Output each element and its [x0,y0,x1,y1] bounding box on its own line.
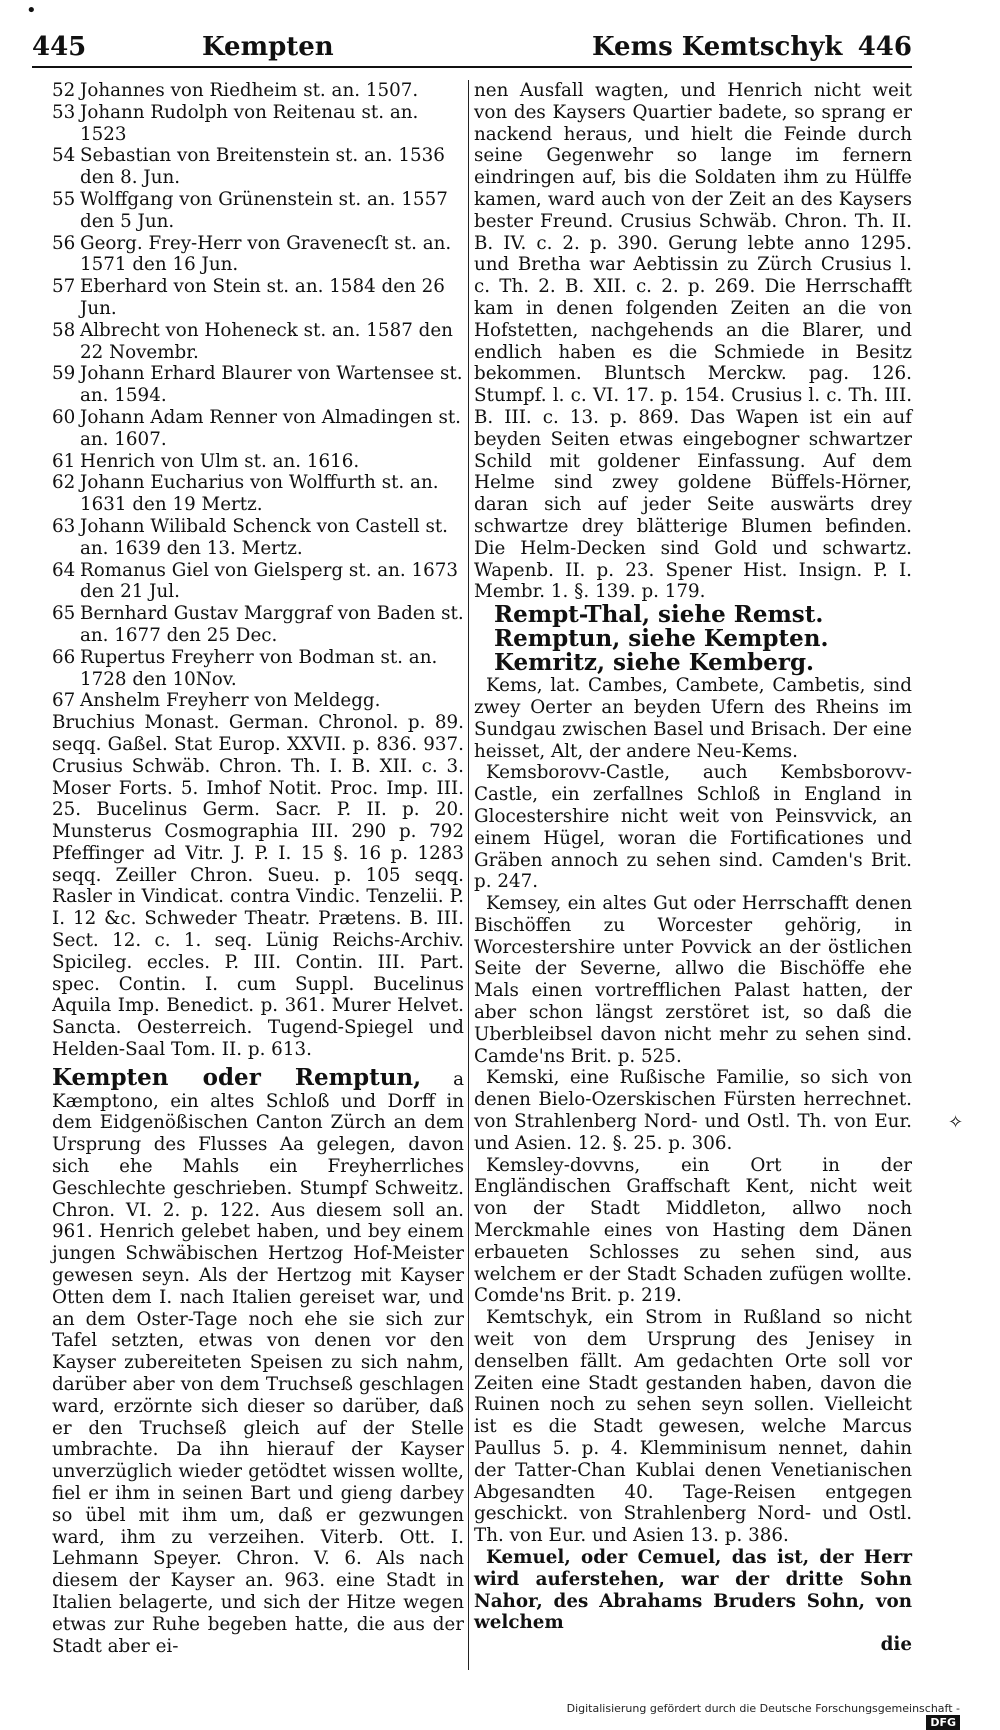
entry-text: Georg. Frey-Herr von Gravenecſt st. an. 1571 den 16 Jun. [80,232,452,276]
right-column [474,80,912,1656]
catchword: die [880,1634,912,1656]
entry-number: 63 [52,515,76,537]
entry-number: 66 [52,646,76,668]
entry-text: Johann Adam Renner von Almadingen st. an. 1607. [80,406,461,450]
entry-text: Henrich von Ulm st. an. 1616. [80,450,360,472]
entry-kemuel: Kemuel, oder Cemuel, das ist, der Herr wird auferstehen, war der dritte Sohn Nahor, des Abrahams Bruders Sohn, von welchem [474,1547,912,1634]
abbot-entry [52,603,464,647]
entry-number: 52 [52,80,76,101]
entry-text: Romanus Giel von Gielsperg st. an. 1673 den 21 Jul. [80,559,459,603]
abbot-entry [52,407,464,451]
left-column [52,80,464,1657]
entry-number: 55 [52,188,76,210]
entry-kemtschyk: Kemtschyk, ein Strom in Rußland so nicht weit von dem Ursprung des Jenisey in denselben fällt. Am gedachten Orte soll vor Zeiten eine Stadt gestanden haben, davon die Ruinen noch zu sehen seyn sollen. Vielleicht ist es die Stadt gewesen, welche Marcus Paullus 5. p. 4. Klemminisum nennet, dahin der Tatter-Chan Kublai denen Venetianischen Abgesandten 40. Tage-Reisen entgegen geschickt. von Strahlenberg Nord- und Ostl. Th. von Eur. und Asien 13. p. 386. [474,1307,912,1547]
corner-mark: • [26,0,37,21]
entry-text: Johann Wilibald Schenck von Castell st. an. 1639 den 13. Mertz. [80,515,448,559]
footer-credit [560,1702,960,1730]
entry-number: 59 [52,363,76,385]
entry-text: Rupertus Freyherr von Bodman st. an. 1728 den 10Nov. [80,646,438,690]
entry-kemsborovv: Kemsborovv-Castle, auch Kembsborovv-Castle, ein zerfallnes Schloß in England in Glocestershire nicht weit von Peinsvvick, an einem Hügel, woran die Fortificationes und Gräben annoch zu sehen sind. Camden's Brit. p. 247. [474,762,912,893]
abbot-entry [52,516,464,560]
entry-text: Eberhard von Stein st. an. 1584 den 26 Jun. [80,276,445,319]
entry-text: Johann Eucharius von Wolffurth st. an. 1631 den 19 Mertz. [80,472,439,516]
xref-remptun: Remptun, siehe Kempten. [494,625,829,653]
entry-text: Johann Erhard Blaurer von Wartensee st. an. 1594. [80,363,463,407]
stray-mark: ✧ [948,1112,964,1133]
entry-kems: Kems, lat. Cambes, Cambete, Cambetis, sind zwey Oerter an beyden Ufern des Rheins im Sundgau zwischen Basel und Brisach. Der eine heisset, Alt, der andere Neu-Kems. [474,675,912,762]
abbot-entry [52,145,464,189]
running-head-right: Kems Kemtschyk [592,32,843,62]
abbot-list [52,80,464,712]
sources-paragraph: Bruchius Monast. German. Chronol. p. 89. seqq. Gaßel. Stat Europ. XXVII. p. 836. 937. Crusius Schwäb. Chron. Th. I. B. XII. c. 3. Moser Forts. 5. Imhof Notit. Proc. Imp. III. 25. Bucelinus Germ. Sacr. P. II. p. 20. Munsterus Cosmographia III. 290 p. 792 Pfeffinger ad Vitr. J. P. I. 15 §. 16 p. 1283 seqq. Zeiller Chron. Sueu. p. 105 seqq. Rasler in Vindicat. contra Vindic. Tenzelii. P. I. 12 &c. Schweder Theatr. Prætens. B. III. Sect. 12. c. 1. seq. Lünig Reichs-Archiv. Spicileg. eccles. P. III. Contin. III. Part. spec. Contin. I. cum Suppl. Bucelinus Aquila Imp. Benedict. p. 361. Murer Helvet. Sancta. Oesterreich. Tugend-Spiegel und Helden-Saal Tom. II. p. 613. [52,712,464,1061]
abbot-entry [52,102,464,146]
kempten-headword: Kempten oder Remptun, [52,1063,422,1091]
entry-number: 57 [52,276,76,298]
abbot-entry [52,320,464,364]
entry-text: Johann Rudolph von Reitenau st. an. 1523 [80,101,419,145]
xref-kemritz: Kemritz, siehe Kemberg. [494,649,815,677]
entry-number: 60 [52,406,76,428]
entry-kemski: Kemski, eine Rußische Familie, so sich von denen Bielo-Ozerskischen Fürsten herrechnet. von Strahlenberg Nord- und Ostl. Th. von Eur. und Asien. 12. §. 25. p. 306. [474,1067,912,1154]
entry-number: 56 [52,232,76,254]
entry-kemsey: Kemsey, ein altes Gut oder Herrschafft denen Bischöffen zu Worcester gehörig, in Worcestershire unter Povvick an der östlichen Seite der Severne, allwo die Bischöffe ehe Mals einen vortrefflichen Palast hatten, der aber schon längst zerstöret ist, so daß die Uberbleibsel davon nicht mehr zu sehen sind. Camde'ns Brit. p. 525. [474,893,912,1067]
entry-number: 58 [52,319,76,341]
entry-text: Anshelm Freyherr von Meldegg. [80,690,381,712]
kempten-text: a Kæmptono, ein altes Schloß und Dorff in dem Eidgenößischen Canton Zürch an dem Ursprung des Flusses Aa gelegen, davon sich ehe Mahls ein Freyherrliches Geschlechte geschrieben. Stumpf Schweitz. Chron. VI. 2. p. 122. Aus diesem soll an. 961. Henrich gelebet haben, und bey einem jungen Schwäbischen Hertzog Hof-Meister gewesen seyn. Als der Hertzog mit Kayser Otten dem I. nach Italien gereiset war, und an dem Oster-Tage noch ehe sie sich zur Tafel setzten, etwas von denen vor den Kayser zubereiteten Speisen zu sich nahm, darüber aber von dem Truchseß geschlagen ward, erzörnte sich dieser so darüber, daß er den Truchseß gleich auf der Stelle umbrachte. Da ihn hierauf der Kayser unverzüglich wieder getödtet wissen wollte, fiel er ihm in seinen Bart und gieng darbey so übel mit ihm um, daß er gezwungen ward, ihm zu verzeihen. Viterb. Ott. I. Lehmann Speyer. Chron. V. 6. Als nach diesem der Kayser an. 963. eine Stadt in Italien belagerte, und sich der Hitze wegen etwas zur Ruhe begeben hatte, die aus der Stadt aber ei- [52,1068,464,1657]
abbot-entry [52,80,464,102]
entry-number: 62 [52,472,76,494]
entry-number: 61 [52,450,76,472]
entry-number: 67 [52,690,76,712]
entries-block [474,675,912,1634]
entry-text: Johannes von Riedheim st. an. 1507. [80,80,419,101]
abbot-entry [52,560,464,604]
entry-number: 53 [52,101,76,123]
entry-text: Wolffgang von Grünenstein st. an. 1557 den 5 Jun. [80,188,448,232]
abbot-entry [52,189,464,233]
entry-text: Albrecht von Hoheneck st. an. 1587 den 22 Novembr. [80,319,453,363]
abbot-entry [52,276,464,320]
kempten-entry [52,1063,464,1658]
abbot-entry [52,451,464,473]
abbot-entry [52,647,464,691]
abbot-entry [52,472,464,516]
dfg-logo: DFG [926,1715,960,1730]
xref-rempt-thal: Rempt-Thal, siehe Remst. [494,601,824,629]
page-header [32,30,912,68]
entry-number: 65 [52,603,76,625]
entry-kemsley-dovvns: Kemsley-dovvns, ein Ort in der Engländischen Graffschaft Kent, nicht weit von der Stadt Middleton, allwo noch Merckmahle eines von Hasting dem Dänen erbaueten Schlosses zu sehen sind, aus welchem er der Stadt Schaden zufügen wollte. Comde'ns Brit. p. 219. [474,1154,912,1307]
entry-text: Bernhard Gustav Marggraf von Baden st. an. 1677 den 25 Dec. [80,603,464,646]
page-number-left: 445 [32,32,87,62]
entry-text: Sebastian von Breitenstein st. an. 1536 den 8. Jun. [80,145,445,189]
entry-number: 64 [52,559,76,581]
abbot-entry [52,363,464,407]
footer-text: Digitalisierung gefördert durch die Deutsche Forschungsgemeinschaft - [566,1702,960,1715]
column-divider [468,80,469,1670]
abbot-entry [52,690,464,712]
running-head-left: Kempten [202,32,334,62]
abbot-entry [52,233,464,277]
continuation-paragraph: nen Ausfall wagten, und Henrich nicht weit von des Kaysers Quartier badete, so sprang er nackend heraus, und hielt die Feinde durch seine Gegenwehr so lange im fernern eindringen auf, bis die Soldaten ihm zu Hülffe kamen, ward auch von der Zeit an des Kaysers bester Freund. Crusius Schwäb. Chron. Th. II. B. IV. c. 2. p. 390. Gerung lebte anno 1295. und Bretha war Aebtissin zu Zürch Crusius l. c. Th. 2. B. XII. c. 2. p. 269. Die Herrschafft kam in denen folgenden Zeiten an die von Hofstetten, nachgehends an die Blarer, und endlich haben es die Schmiede in Besitz bekommen. Bluntsch Merckw. pag. 126. Stumpf. l. c. VI. 17. p. 154. Crusius l. c. Th. III. B. III. c. 13. p. 869. Das Wapen ist ein auf beyden Seiten etwas eingebogner schwartzer Schild mit goldener Einfassung. Auf dem Helme sind zwey goldene Büffels-Hörner, daran sich auf jeder Seite auswärts drey schwartze drey blätterige Blumen befinden. Die Helm-Decken sind Gold und schwartz. Wapenb. II. p. 23. Spener Hist. Insign. P. I. Membr. 1. §. 139. p. 179. [474,80,912,603]
page-number-right: 446 [857,32,912,62]
entry-number: 54 [52,145,76,167]
